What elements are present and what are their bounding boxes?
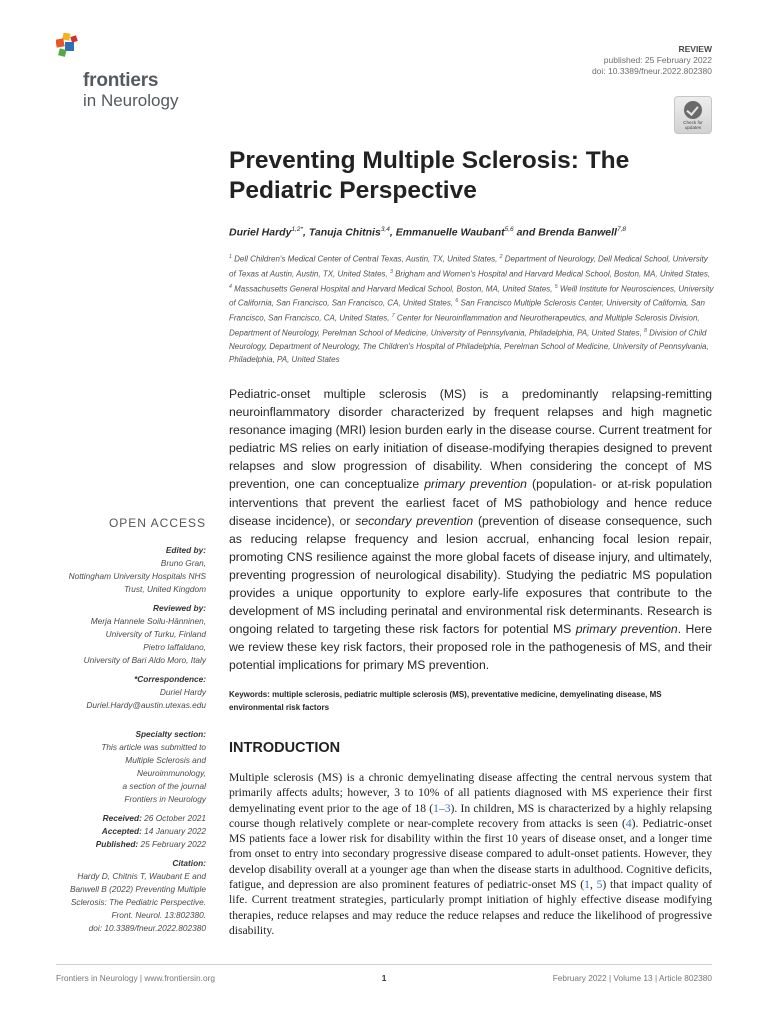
affiliation-text: Division of Child Neurology, Department of Neurology, The Children's Hospital of Philadelphia, Perelman School of Medicine, University of Pennsylvania, Philadelphia, PA, United States	[229, 328, 709, 364]
date-row	[40, 812, 206, 825]
author-name[interactable]: Tanuja Chitnis	[308, 226, 381, 239]
citation-lines	[40, 870, 206, 935]
badge-label: Check for updates	[683, 120, 703, 130]
author-name[interactable]: Duriel Hardy	[229, 226, 292, 239]
section-heading-introduction: INTRODUCTION	[229, 740, 341, 756]
page-footer	[56, 973, 712, 985]
abstract-text: (prevention of disease consequence, such as reducing relapse frequency and lesion accrual, enhancing focal lesion repair, promoting CNS resilience against the more global facets of disease injury, and ultimately, preventing progression of neurological disability). Studying the pediatric MS population provides a unique opportunity to explore early-life exposures that contribute to the development of MS including perinatal and environmental risk determinants. Research is ongoing related to targeting these risk factors for potential MS	[229, 513, 712, 637]
author-affiliation-marker: 1,2*	[291, 226, 304, 233]
author-separator: ,	[303, 226, 309, 239]
journal-subname: in Neurology	[83, 91, 179, 110]
reference-link[interactable]: 1–3	[433, 801, 451, 815]
reference-link[interactable]: 4	[625, 816, 632, 830]
article-type: REVIEW	[678, 44, 712, 54]
page-number: 1	[381, 973, 387, 983]
doi-link[interactable]: doi: 10.3389/fneur.2022.802380	[591, 66, 712, 76]
abstract-text: Pediatric-onset multiple sclerosis (MS) is a predominantly relapsing-remitting neuroinflammatory disorder characterized by frequent relapses and high magnetic resonance imaging (MRI) lesion burden early in the disease course. Current treatment for pediatric MS relies on early initiation of disease-modifying therapies designed to prevent relapses and slow progression of disability. When considering the concept of MS prevention, one can conceptualize	[229, 387, 712, 492]
date-value: 26 October 2021	[141, 813, 206, 823]
affiliation-number: 4	[229, 283, 232, 290]
affiliation-text: Massachusetts General Hospital and Harvard Medical School, Boston, MA, United States,	[231, 284, 555, 294]
affiliation-text: Department of Neurology, Dell Medical School, University of Texas at Austin, Austin, TX, United States,	[229, 254, 708, 279]
abstract-emphasis: secondary prevention	[355, 513, 474, 528]
sidebar-line: This article was submitted to	[101, 742, 206, 753]
date-value: 14 January 2022	[141, 826, 206, 837]
correspondence-lines[interactable]	[40, 686, 206, 712]
sidebar-line: Neuroimmunology,	[136, 768, 206, 779]
sidebar-line: Front. Neurol. 13:802380.	[111, 910, 206, 921]
correspondence-block	[40, 673, 206, 712]
abstract-emphasis: primary prevention	[424, 477, 527, 492]
intro-text: ) that impact quality of life. Current treatment strategies, particularly prompt initiation of highly effective disease modifying therapies, reduce relapses and may reduce the reduce relapses and reduce the likelihood of progressive disability.	[229, 878, 713, 937]
specialty-label: Specialty section:	[135, 729, 206, 739]
affiliations	[229, 251, 715, 366]
reference-link[interactable]: 5	[596, 878, 603, 892]
sidebar-line: Nottingham University Hospitals NHS	[68, 571, 206, 582]
footer-divider	[56, 964, 712, 965]
author-name[interactable]: Brenda Banwell	[538, 226, 617, 239]
published-date: published: 25 February 2022	[603, 55, 712, 65]
reviewed-by-block	[40, 602, 206, 667]
check-for-updates-badge[interactable]	[674, 96, 712, 134]
affiliation-text: Center for Neuroinflammation and Neurotherapeutics, and Multiple Sclerosis Division, Department of Neurology, Perelman School of Medicine, University of Pennsylvania, Philadelphia, PA, United States,	[229, 313, 700, 338]
author-list	[229, 226, 729, 239]
dates-block	[40, 812, 206, 851]
journal-name: frontiers	[83, 70, 159, 91]
article-header-meta	[592, 44, 712, 77]
abstract	[229, 385, 712, 675]
date-label: Received:	[102, 813, 142, 823]
sidebar-line: University of Turku, Finland	[105, 629, 206, 640]
open-access-label: OPEN ACCESS	[108, 516, 206, 530]
intro-text: ). Pediatric-onset MS patients face a lower risk for disability within the first 10 years of disease onset, and a longer time from onset to entry into secondary progressive disease compared to adult-onset patients. However, they develop disability overall at a younger age than when the disease starts in adulthood. Cognitive deficits, fatigue, and depression are also prominent features of pediatric-onset MS (	[229, 816, 713, 892]
affiliation-number: 6	[455, 298, 459, 305]
affiliation-text: San Francisco Multiple Sclerosis Center, University of California, San Francisco, San Francisco, CA, United States,	[229, 298, 705, 323]
abstract-text: (population- or at-risk population interventions that prevent the earliest facet of MS pathobiology and hence reduce disease incidence), or	[229, 477, 712, 528]
affiliation-text: Brigham and Women's Hospital and Harvard Medical School, Boston, MA, United States,	[392, 269, 711, 279]
affiliation-number: 3	[389, 268, 393, 275]
affiliation-number: 7	[391, 313, 395, 319]
reference-link[interactable]: 1	[584, 878, 590, 892]
footer-journal-link[interactable]: Frontiers in Neurology | www.frontiersin.org	[56, 973, 215, 983]
citation-block	[40, 857, 206, 936]
keywords: Keywords: multiple sclerosis, pediatric multiple sclerosis (MS), preventative medicine, demyelinating disease, MS environmental risk factors	[229, 690, 662, 712]
sidebar-line: Pietro Iaffaldano,	[143, 642, 206, 653]
citation-label: Citation:	[172, 858, 206, 868]
affiliation-number: 8	[644, 327, 647, 334]
editor-lines	[40, 557, 206, 596]
author-name[interactable]: Emmanuelle Waubant	[395, 226, 505, 239]
sidebar-line: Frontiers in Neurology	[124, 794, 206, 805]
edited-by-block	[40, 544, 206, 596]
correspondence-label: *Correspondence:	[134, 674, 206, 684]
author-affiliation-marker: 5,6	[504, 226, 514, 233]
sidebar-line: Multiple Sclerosis and	[125, 755, 206, 766]
affiliation-number: 5	[554, 283, 558, 290]
date-row	[40, 838, 206, 851]
specialty-section-block	[40, 728, 206, 807]
date-value: 25 February 2022	[138, 839, 206, 850]
abstract-text: . Here we review these key risk factors, their proposed role in the pathogenesis of MS, and their potential implications for primary MS prevention.	[229, 622, 712, 673]
sidebar-line: Hardy D, Chitnis T, Waubant E and	[77, 871, 206, 882]
checkmark-icon	[684, 101, 702, 119]
author-affiliation-marker: 7,8	[616, 226, 627, 233]
footer-article-info: February 2022 | Volume 13 | Article 802380	[552, 973, 712, 983]
affiliation-number: 2	[499, 254, 503, 260]
author-separator: and	[513, 226, 539, 239]
sidebar-line: Duriel Hardy	[159, 687, 206, 698]
sidebar-line: University of Bari Aldo Moro, Italy	[83, 655, 206, 666]
author-separator: ,	[389, 226, 396, 239]
intro-text: ). In children, MS is characterized by a highly relapsing course though relatively complete or near-complete recovery from attacks is seen (	[229, 801, 712, 830]
affiliation-text: Weill Institute for Neurosciences, University of California, San Francisco, San Francisco, CA, United States,	[229, 284, 714, 308]
reviewed-by-label: Reviewed by:	[152, 603, 206, 613]
article-title: Preventing Multiple Sclerosis: The Pediatric Perspective	[229, 147, 630, 204]
specialty-lines	[40, 741, 206, 806]
sidebar-line: Banwell B (2022) Preventing Multiple	[69, 884, 206, 895]
sidebar-line: Sclerosis: The Pediatric Perspective.	[70, 897, 206, 908]
author-affiliation-marker: 3,4	[380, 226, 390, 233]
reviewer-lines	[40, 615, 206, 667]
date-label: Published:	[95, 839, 139, 850]
sidebar-line: doi: 10.3389/fneur.2022.802380	[88, 923, 206, 934]
sidebar-line: Duriel.Hardy@austin.utexas.edu	[86, 700, 206, 711]
date-row	[40, 825, 206, 838]
date-label: Accepted:	[101, 826, 142, 837]
sidebar-line: a section of the journal	[122, 781, 206, 792]
intro-text: Multiple sclerosis (MS) is a chronic demyelinating disease affecting the central nervous system that primarily affects adults; however, 3 to 10% of all patients diagnosed with MS experience their first demyelinating event prior to the age of 18 (	[229, 771, 712, 815]
introduction-text	[229, 770, 712, 938]
edited-by-label: Edited by:	[165, 545, 206, 555]
affiliation-number: 1	[229, 254, 232, 260]
journal-logo[interactable]	[56, 33, 216, 110]
affiliation-text: Dell Children's Medical Center of Central Texas, Austin, TX, United States,	[231, 254, 500, 264]
sidebar-line: Trust, United Kingdom	[124, 584, 206, 595]
frontiers-logo-icon	[56, 33, 82, 61]
sidebar-line: Bruno Gran,	[160, 558, 206, 569]
sidebar-line: Merja Hannele Soilu-Hänninen,	[90, 616, 206, 627]
intro-text: ,	[589, 878, 597, 892]
abstract-emphasis: primary prevention	[575, 622, 678, 637]
